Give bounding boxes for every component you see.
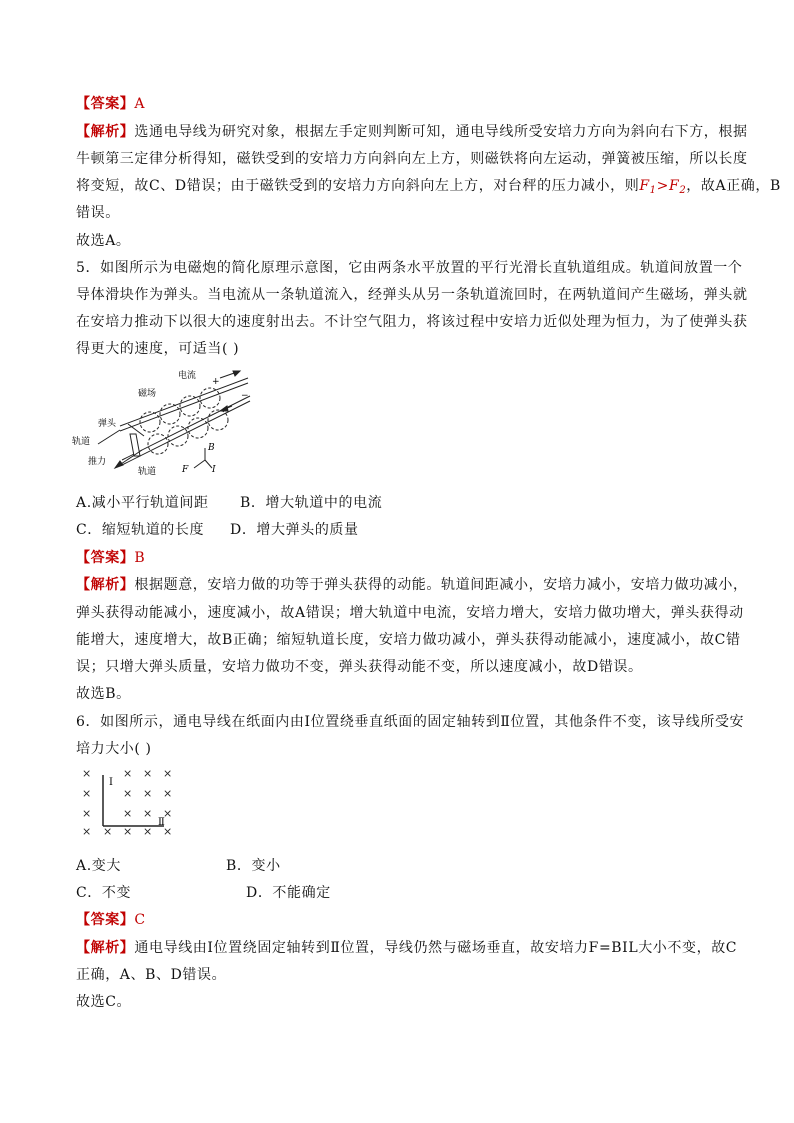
q5-conclusion: 故选B。 (76, 686, 131, 702)
q6-conclusion: 故选C。 (76, 994, 132, 1010)
field-cross: × (163, 787, 173, 800)
q5-analysis-line-2: 弹头获得动能减小，速度减小，故A错误；增大轨道中电流，安培力增大，安培力做功增大，弹头获得动 (76, 605, 744, 621)
field-cross: × (143, 767, 153, 780)
field-cross: × (143, 787, 153, 800)
option-a: A.减小平行轨道间距 (76, 495, 209, 511)
q5-answer (76, 548, 145, 568)
q5-question-line-1: 5．如图所示为电磁炮的简化原理示意图，它由两条水平放置的平行光滑长直轨道组成。轨道间放置一个 (76, 260, 743, 276)
option-a: A.变大 (76, 858, 121, 874)
q5-options-row-1 (76, 493, 209, 513)
q6-question-line-1: 6．如图所示，通电导线在纸面内由Ⅰ位置绕垂直纸面的固定轴转到Ⅱ位置，其他条件不变，该导线所受安 (76, 714, 745, 730)
q4-analysis-line-1 (76, 122, 748, 142)
label-bullet: 弹头 (98, 419, 117, 429)
label-thrust: 推力 (88, 457, 107, 467)
field-cross: × (143, 807, 153, 820)
field-cross: × (82, 767, 92, 780)
q5-question-line-3: 在安培力推动下以很大的速度射出去。不计空气阻力，将该过程中安培力近似处理为恒力，为了使弹头获 (76, 314, 748, 330)
field-cross: × (123, 787, 133, 800)
label-position-2: Ⅱ (158, 817, 165, 828)
analysis-text: 根据题意，安培力做的功等于弹头获得的动能。轨道间距减小，安培力减小，安培力做功减小， (134, 577, 748, 593)
label-rail-bottom: 轨道 (138, 467, 157, 477)
answer-tag: 【答案】 (76, 550, 135, 566)
q4-answer (76, 94, 145, 114)
label-position-1: Ⅰ (109, 777, 113, 788)
field-cross: × (82, 787, 92, 800)
q6-analysis-line-1 (76, 938, 737, 958)
q5-question-line-2: 导体滑块作为弹头。当电流从一条轨道流入，经弹头从另一条轨道流回时，在两轨道间产生磁场，弹头就 (76, 287, 748, 303)
answer-value: A (134, 96, 146, 112)
q6-analysis-line-2: 正确，A、B、D错误。 (76, 967, 227, 983)
q4-analysis-line-3 (76, 176, 781, 198)
analysis-tag: 【解析】 (76, 940, 135, 956)
field-cross: × (163, 807, 173, 820)
option-c: C．不变 (76, 885, 132, 901)
option-d: D．增大弹头的质量 (230, 522, 359, 538)
answer-tag: 【答案】 (76, 912, 135, 928)
option-b: B．变小 (226, 858, 281, 874)
formula-f1-gt-f2: $F_1>F_2$ (639, 178, 687, 196)
q5-analysis-line-3: 能增大，速度增大，故B正确；缩短轨道长度，安培力做功减小，弹头获得动能减小，速度减小，故C错 (76, 632, 741, 648)
field-cross: × (143, 825, 153, 838)
q5-analysis-line-1 (76, 575, 748, 595)
q4-analysis-line-2: 牛顿第三定律分析得知，磁铁受到的安培力方向斜向左上方，则磁铁将向左运动，弹簧被压缩，所以长度 (76, 151, 748, 167)
field-circle (180, 396, 200, 416)
q5-analysis-line-4: 误；只增大弹头质量，安培力做功不变，弹头获得动能不变，所以速度减小，故D错误。 (76, 659, 643, 675)
field-circle (188, 418, 208, 438)
analysis-text: 将变短，故C、D错误；由于磁铁受到的安培力方向斜向左上方，对台秤的压力减小，则 (76, 178, 640, 194)
label-axis-b: B (208, 443, 215, 453)
label-field: 磁场 (138, 389, 157, 399)
label-axis-f: F (182, 465, 189, 475)
analysis-tag: 【解析】 (76, 577, 135, 593)
field-cross: × (82, 807, 92, 820)
q4-analysis-line-4: 错误。 (76, 205, 120, 221)
label-axis-i: I (212, 465, 216, 475)
q6-answer (76, 910, 146, 930)
field-cross: × (123, 807, 133, 820)
analysis-text: ，故A正确，B (686, 178, 781, 194)
analysis-text: 选通电导线为研究对象，根据左手定则判断可知，通电导线所受安培力方向为斜向右下方，根据 (134, 124, 748, 140)
field-cross: × (123, 767, 133, 780)
q5-question-line-4: 得更大的速度，可适当( ) (76, 341, 240, 357)
magnetic-field-diagram (76, 763, 186, 843)
field-cross: × (123, 825, 133, 838)
railgun-diagram (70, 364, 270, 484)
field-cross: × (163, 825, 173, 838)
label-rail-left: 轨道 (72, 437, 91, 447)
answer-tag: 【答案】 (76, 96, 135, 112)
answer-value: C (134, 912, 146, 928)
analysis-text: 通电导线由Ⅰ位置绕固定轴转到Ⅱ位置，导线仍然与磁场垂直，故安培力F=BIL大小不变，故C (134, 940, 738, 956)
rail-lower-bottom (122, 401, 250, 465)
option-c: C．缩短轨道的长度 (76, 522, 205, 538)
q4-conclusion: 故选A。 (76, 233, 131, 249)
field-circle (200, 388, 220, 408)
label-minus: − (241, 391, 249, 401)
analysis-tag: 【解析】 (76, 124, 135, 140)
field-cross: × (103, 825, 113, 838)
option-b: B．增大轨道中的电流 (240, 495, 383, 511)
answer-value: B (134, 550, 146, 566)
option-d: D．不能确定 (246, 885, 331, 901)
label-plus: + (212, 377, 220, 387)
field-cross: × (82, 825, 92, 838)
q6-question-line-2: 培力大小( ) (76, 741, 152, 757)
field-cross: × (163, 767, 173, 780)
rail-upper-top (120, 378, 248, 426)
label-current: 电流 (178, 371, 197, 381)
